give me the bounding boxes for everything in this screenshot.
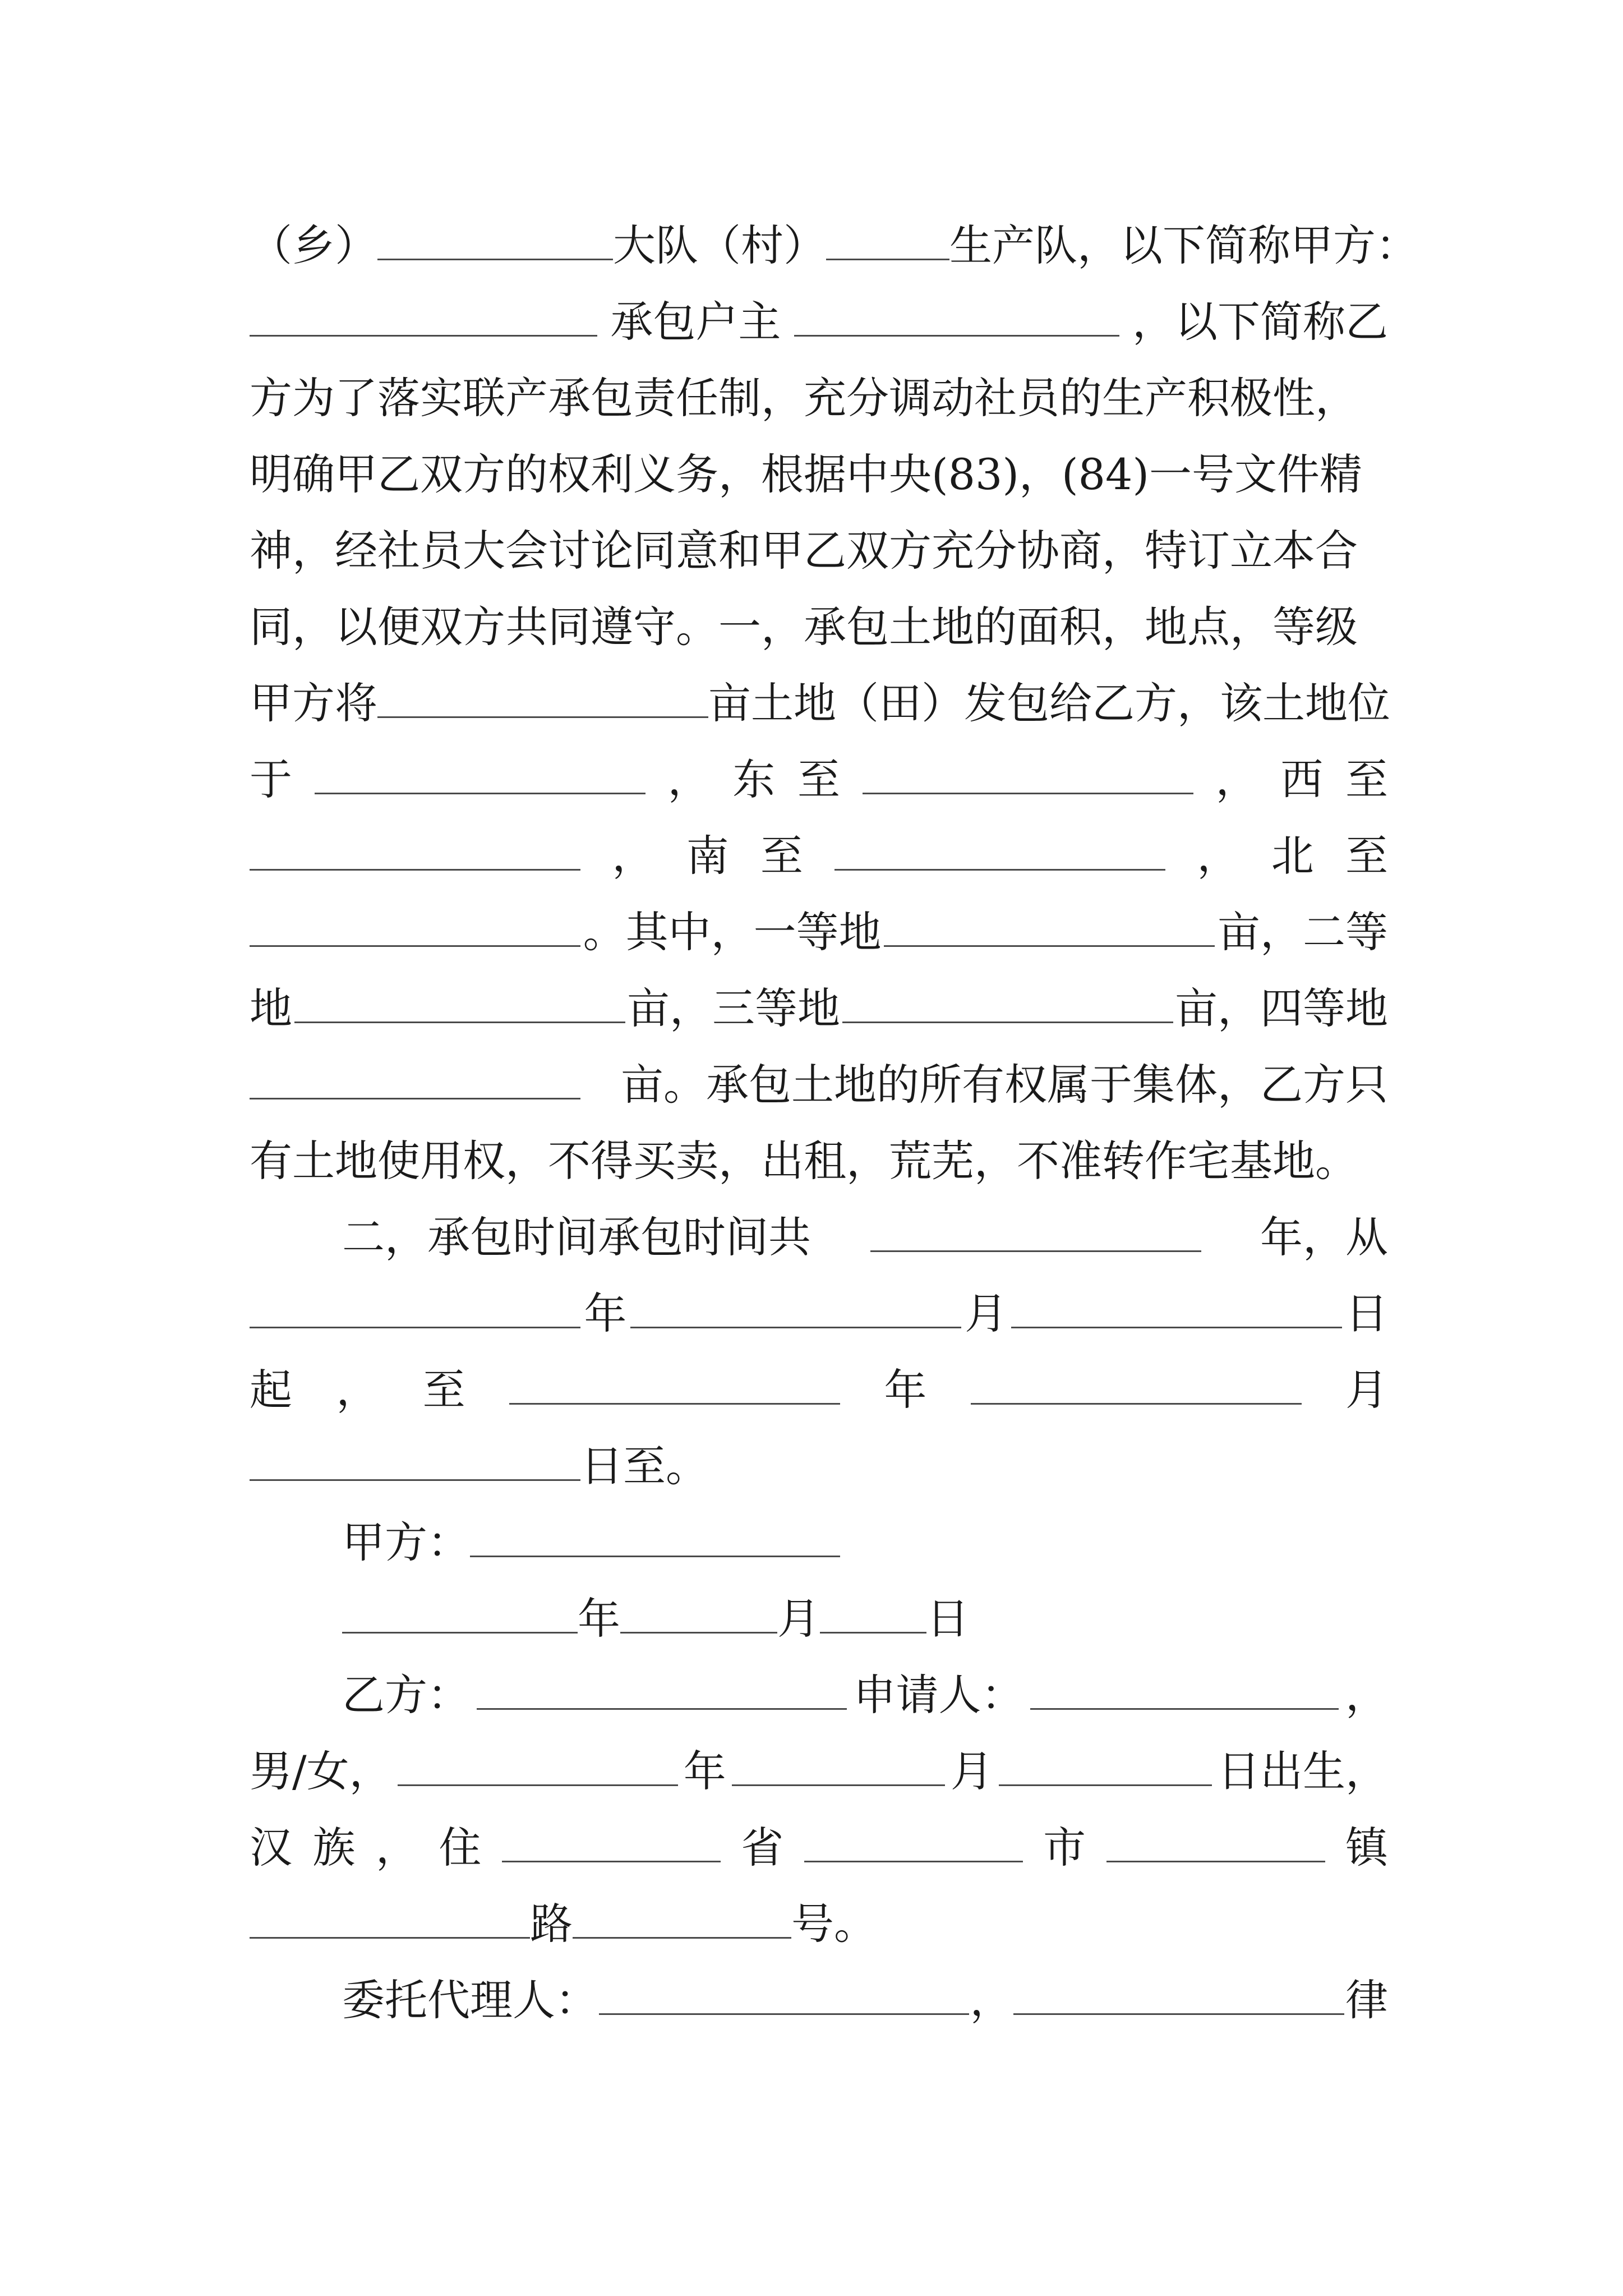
text-line	[250, 975, 1388, 1042]
text-segment: 委托代理人：	[342, 1975, 598, 2025]
fill-in-blank[interactable]	[884, 910, 1215, 947]
text-line	[250, 1356, 1388, 1424]
text-line	[342, 1509, 1388, 1576]
text-line	[250, 822, 1388, 890]
text-line	[250, 670, 1388, 737]
text-line	[250, 517, 1388, 585]
fill-in-blank[interactable]	[870, 1216, 1201, 1252]
text-segment: 甲方将	[250, 678, 377, 728]
text-line	[250, 1051, 1388, 1119]
text-segment: 亩，二等	[1217, 907, 1388, 957]
text-line	[342, 1967, 1388, 2034]
text-segment: 亩。承包土地的所有权属于集体，乙方只	[621, 1060, 1388, 1110]
text-segment: （乡）	[250, 220, 377, 270]
text-segment: 年	[683, 1746, 726, 1796]
fill-in-blank[interactable]	[250, 1444, 580, 1481]
text-segment: 于	[250, 754, 292, 804]
fill-in-blank[interactable]	[398, 1750, 678, 1786]
text-segment: 省	[741, 1823, 784, 1872]
text-segment: 年	[884, 1365, 927, 1415]
text-segment: 至	[1345, 831, 1388, 881]
text-line	[250, 288, 1388, 356]
text-line	[250, 899, 1388, 966]
fill-in-blank[interactable]	[477, 1673, 847, 1710]
text-segment: 亩土地（田）发包给乙方，该土地位	[708, 678, 1390, 728]
text-segment: ，	[1345, 1670, 1388, 1720]
fill-in-blank[interactable]	[863, 758, 1193, 794]
text-segment: 男/女，	[250, 1746, 392, 1796]
text-segment: 律	[1345, 1975, 1388, 2025]
text-segment: 神，经社员大会讨论同意和甲乙双方充分协商，特订立本合	[250, 526, 1358, 576]
text-segment: 亩，三等地	[627, 983, 840, 1033]
text-line	[250, 212, 1418, 279]
fill-in-blank[interactable]	[794, 300, 1119, 337]
fill-in-blank[interactable]	[250, 1902, 530, 1939]
text-segment: ，	[375, 1823, 418, 1872]
text-segment: 日出生，	[1217, 1746, 1388, 1796]
fill-in-blank[interactable]	[1106, 1826, 1325, 1862]
text-segment: ，	[336, 1365, 379, 1415]
text-segment: 日至。	[580, 1441, 708, 1491]
text-segment: 亩，四等地	[1175, 983, 1388, 1033]
text-segment: 明确甲乙双方的权利义务，根据中央(83)，(84)一号文件精	[250, 449, 1363, 499]
fill-in-blank[interactable]	[732, 1750, 945, 1786]
fill-in-blank[interactable]	[250, 910, 580, 947]
text-line	[342, 1204, 1388, 1271]
fill-in-blank[interactable]	[599, 1978, 969, 2015]
text-segment: 承包户主	[610, 297, 781, 347]
text-segment: 月	[1345, 1365, 1388, 1415]
fill-in-blank[interactable]	[470, 1521, 840, 1557]
fill-in-blank[interactable]	[1013, 1978, 1344, 2015]
text-segment: ，以下简称乙	[1132, 297, 1388, 347]
text-segment: 南	[686, 831, 729, 881]
text-segment: ，	[1197, 831, 1240, 881]
text-segment: 月	[965, 1289, 1008, 1338]
fill-in-blank[interactable]	[502, 1826, 721, 1862]
text-line	[250, 1128, 1388, 1195]
fill-in-blank[interactable]	[509, 1368, 840, 1405]
text-segment: 。其中，一等地	[583, 907, 882, 957]
text-segment: 地	[250, 983, 292, 1033]
text-segment: 日	[1345, 1289, 1388, 1338]
text-segment: ，	[970, 1975, 1013, 2025]
fill-in-blank[interactable]	[630, 1292, 961, 1328]
text-line	[342, 1662, 1388, 1729]
fill-in-blank[interactable]	[804, 1826, 1023, 1862]
text-segment: 月	[777, 1594, 820, 1644]
text-segment: 生产队，以下简称甲方：	[949, 220, 1418, 270]
text-segment: 申请人：	[853, 1670, 1024, 1720]
text-line	[342, 1585, 1388, 1653]
fill-in-blank[interactable]	[377, 682, 708, 718]
text-segment: 甲方：	[342, 1517, 470, 1567]
text-segment: 年	[578, 1594, 620, 1644]
text-segment: 方为了落实联产承包责任制，充分调动社员的生产积极性，	[250, 373, 1358, 423]
text-line	[250, 1890, 1388, 1958]
fill-in-blank[interactable]	[315, 758, 645, 794]
text-line	[250, 1814, 1388, 1881]
text-segment: 起	[250, 1365, 292, 1415]
text-segment: 二，承包时间承包时间共	[342, 1212, 811, 1262]
fill-in-blank[interactable]	[250, 1063, 580, 1099]
fill-in-blank[interactable]	[377, 224, 613, 260]
text-segment: 至	[760, 831, 803, 881]
text-segment: 市	[1043, 1823, 1086, 1872]
fill-in-blank[interactable]	[342, 1597, 578, 1634]
text-segment: 月	[950, 1746, 993, 1796]
fill-in-blank[interactable]	[294, 987, 625, 1023]
text-segment: 东	[732, 754, 776, 804]
fill-in-blank[interactable]	[620, 1597, 777, 1634]
text-segment: 乙方：	[342, 1670, 470, 1720]
text-line	[250, 365, 1388, 432]
fill-in-blank[interactable]	[573, 1902, 791, 1939]
fill-in-blank[interactable]	[1030, 1673, 1339, 1710]
fill-in-blank[interactable]	[999, 1750, 1212, 1786]
fill-in-blank[interactable]	[834, 834, 1165, 871]
text-line	[250, 441, 1388, 508]
fill-in-blank[interactable]	[250, 834, 580, 871]
text-segment: ，	[612, 831, 655, 881]
text-segment: 年	[584, 1289, 627, 1338]
text-line	[250, 1280, 1388, 1347]
fill-in-blank[interactable]	[820, 1597, 926, 1634]
text-segment: ，	[1215, 754, 1258, 804]
fill-in-blank[interactable]	[250, 300, 597, 337]
text-segment: 至	[797, 754, 840, 804]
text-segment: 族	[312, 1823, 356, 1872]
text-segment: 日	[926, 1594, 969, 1644]
fill-in-blank[interactable]	[971, 1368, 1302, 1405]
text-line	[250, 746, 1388, 813]
text-segment: 有土地使用权，不得买卖，出租，荒芜，不准转作宅基地。	[250, 1136, 1358, 1186]
text-segment: 同，以便双方共同遵守。一，承包土地的面积，地点，等级	[250, 602, 1358, 652]
text-segment: 住	[439, 1823, 482, 1872]
fill-in-blank[interactable]	[842, 987, 1173, 1023]
fill-in-blank[interactable]	[250, 1292, 580, 1328]
text-segment: 号。	[791, 1899, 877, 1949]
text-segment: 北	[1271, 831, 1314, 881]
text-segment: 路	[530, 1899, 573, 1949]
text-segment: 年，从	[1260, 1212, 1388, 1262]
text-segment: 汉	[250, 1823, 292, 1872]
text-segment: ，	[667, 754, 711, 804]
fill-in-blank[interactable]	[1011, 1292, 1342, 1328]
text-segment: 至	[422, 1365, 465, 1415]
text-line	[250, 1433, 1388, 1500]
text-segment: 镇	[1345, 1823, 1388, 1872]
text-segment: 至	[1345, 754, 1388, 804]
text-line	[250, 593, 1388, 661]
text-line	[250, 1738, 1388, 1805]
fill-in-blank[interactable]	[826, 224, 949, 260]
text-segment: 西	[1280, 754, 1324, 804]
text-segment: 大队（村）	[613, 220, 826, 270]
